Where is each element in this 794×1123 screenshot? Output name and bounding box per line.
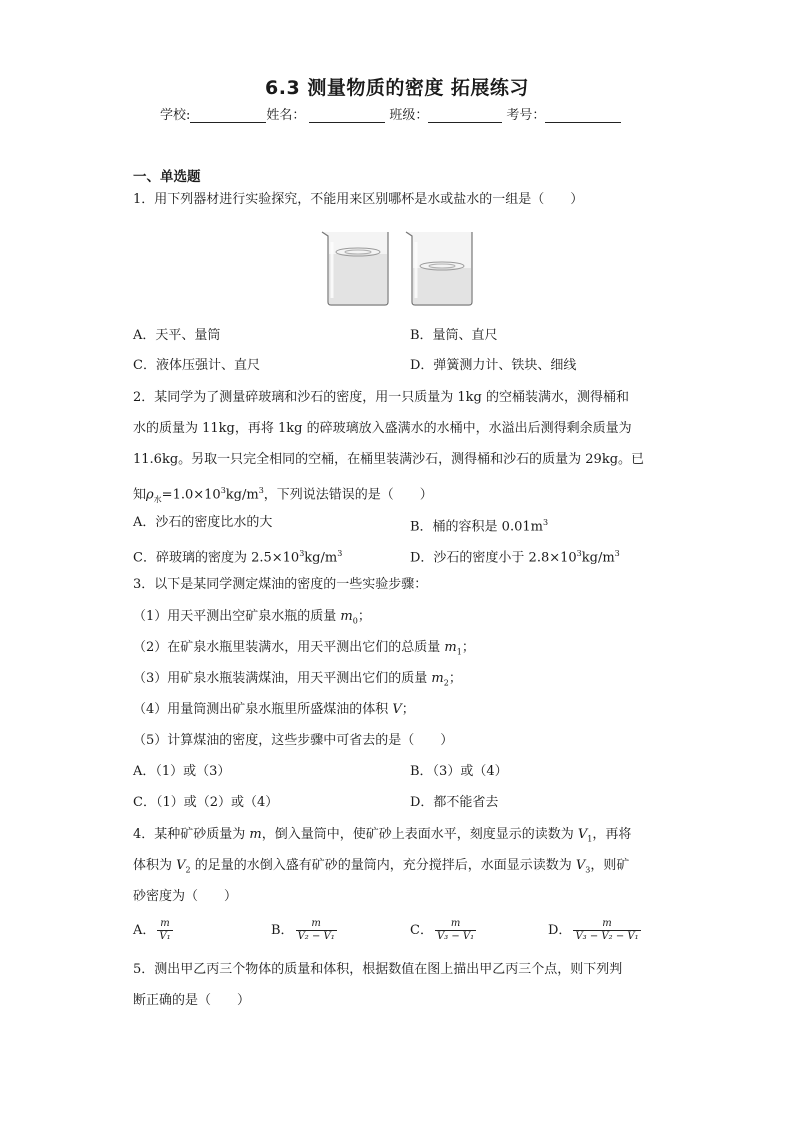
q3-step-4: （4）用量筒测出矿泉水瓶里所盛煤油的体积 V； [133, 702, 415, 717]
page-title: 6.3 测量物质的密度 拓展练习 [265, 77, 529, 99]
beakers-figure [318, 228, 476, 308]
q1-option-a[interactable]: A．天平、量筒 [133, 328, 221, 343]
q4-line-3: 砂密度为（ ） [133, 889, 238, 904]
q5-line-2: 断正确的是（ ） [133, 993, 251, 1008]
q1-option-b[interactable]: B．量筒、直尺 [410, 328, 498, 343]
q3-step-5: （5）计算煤油的密度，这些步骤中可省去的是（ ） [133, 733, 454, 748]
q2-option-a[interactable]: A．沙石的密度比水的大 [133, 515, 273, 530]
school-label: 学校: [160, 108, 191, 123]
fraction: $\frac{m}{\text{V₃ − V₁}}$ [436, 918, 475, 942]
q3-option-c[interactable]: C．（1）或（2）或（4） [133, 795, 279, 810]
school-field[interactable] [190, 108, 266, 123]
class-label: 班级： [389, 108, 429, 123]
fraction: $\frac{m}{\text{V₁}}$ [159, 918, 171, 942]
student-info-row [160, 104, 621, 123]
q3-option-a[interactable]: A．（1）或（3） [133, 764, 231, 779]
q2-line-1: 2．某同学为了测量碎玻璃和沙石的密度，用一只质量为 1kg 的空桶装满水，测得桶和 [133, 390, 630, 405]
q2-line-4: 知$\rho_水=1.0\times 10^3kg/m^3$，下列说法错误的是（ ） [133, 486, 433, 504]
q5-line-1: 5．测出甲乙丙三个物体的质量和体积，根据数值在图上描出甲乙丙三个点，则下列判 [133, 962, 623, 977]
q2-option-c[interactable]: C．碎玻璃的密度为 $2.5\times 10^3kg/m^3$ [133, 549, 343, 566]
exam-no-field[interactable] [545, 108, 621, 123]
fraction: $\frac{m}{\text{V₃ − V₂ − V₁}}$ [575, 918, 639, 942]
fraction: $\frac{m}{\text{V₂ − V₁}}$ [297, 918, 335, 942]
class-field[interactable] [428, 108, 502, 123]
q4-line-1: 4．某种矿砂质量为 m，倒入量筒中，使矿砂上表面水平，刻度显示的读数为 $V_1$，再将 [133, 827, 632, 844]
section-heading: 一、单选题 [133, 169, 201, 185]
q3-option-b[interactable]: B．（3）或（4） [410, 764, 508, 779]
q3-step-1: （1）用天平测出空矿泉水瓶的质量 $m_0$； [133, 609, 371, 626]
beaker-right [406, 232, 472, 305]
q4-option-d[interactable]: D． $\frac{m}{\text{V₃ − V₂ − V₁}}$ [548, 918, 639, 942]
q3-option-d[interactable]: D．都不能省去 [410, 795, 499, 810]
name-field[interactable] [309, 108, 385, 123]
name-label: 姓名： [266, 108, 306, 123]
q1-stem: 1．用下列器材进行实验探究，不能用来区别哪杯是水或盐水的一组是（ ） [133, 192, 584, 207]
q4-option-c[interactable]: C． $\frac{m}{\text{V₃ − V₁}}$ [410, 918, 475, 942]
q4-line-2: 体积为 $V_2$ 的足量的水倒入盛有矿砂的量筒内，充分搅拌后，水面显示读数为 $V_3$，则矿 [133, 858, 630, 875]
q3-step-3: （3）用矿泉水瓶装满煤油，用天平测出它们的质量 $m_2$； [133, 671, 462, 688]
q2-option-b[interactable]: B．桶的容积是 $0.01m^3$ [410, 518, 549, 535]
exam-no-label: 考号： [506, 108, 546, 123]
q1-option-d[interactable]: D．弹簧测力计、铁块、细线 [410, 358, 577, 373]
q2-option-d[interactable]: D．沙石的密度小于 $2.8\times 10^3kg/m^3$ [410, 549, 620, 566]
q4-option-b[interactable]: B． $\frac{m}{\text{V₂ − V₁}}$ [271, 918, 335, 942]
q3-step-2: （2）在矿泉水瓶里装满水，用天平测出它们的总质量 $m_1$； [133, 640, 475, 657]
q4-option-a[interactable]: A． $\frac{m}{\text{V₁}}$ [133, 918, 171, 942]
q2-line-2: 水的质量为 11kg，再将 1kg 的碎玻璃放入盛满水的水桶中，水溢出后测得剩余质量为 [133, 421, 632, 436]
q3-stem: 3．以下是某同学测定煤油的密度的一些实验步骤： [133, 577, 428, 592]
q2-line-3: 11.6kg。另取一只完全相同的空桶，在桶里装满沙石，测得桶和沙石的质量为 29kg。已 [133, 452, 645, 467]
beaker-left [322, 232, 388, 305]
q1-option-c[interactable]: C．液体压强计、直尺 [133, 358, 260, 373]
